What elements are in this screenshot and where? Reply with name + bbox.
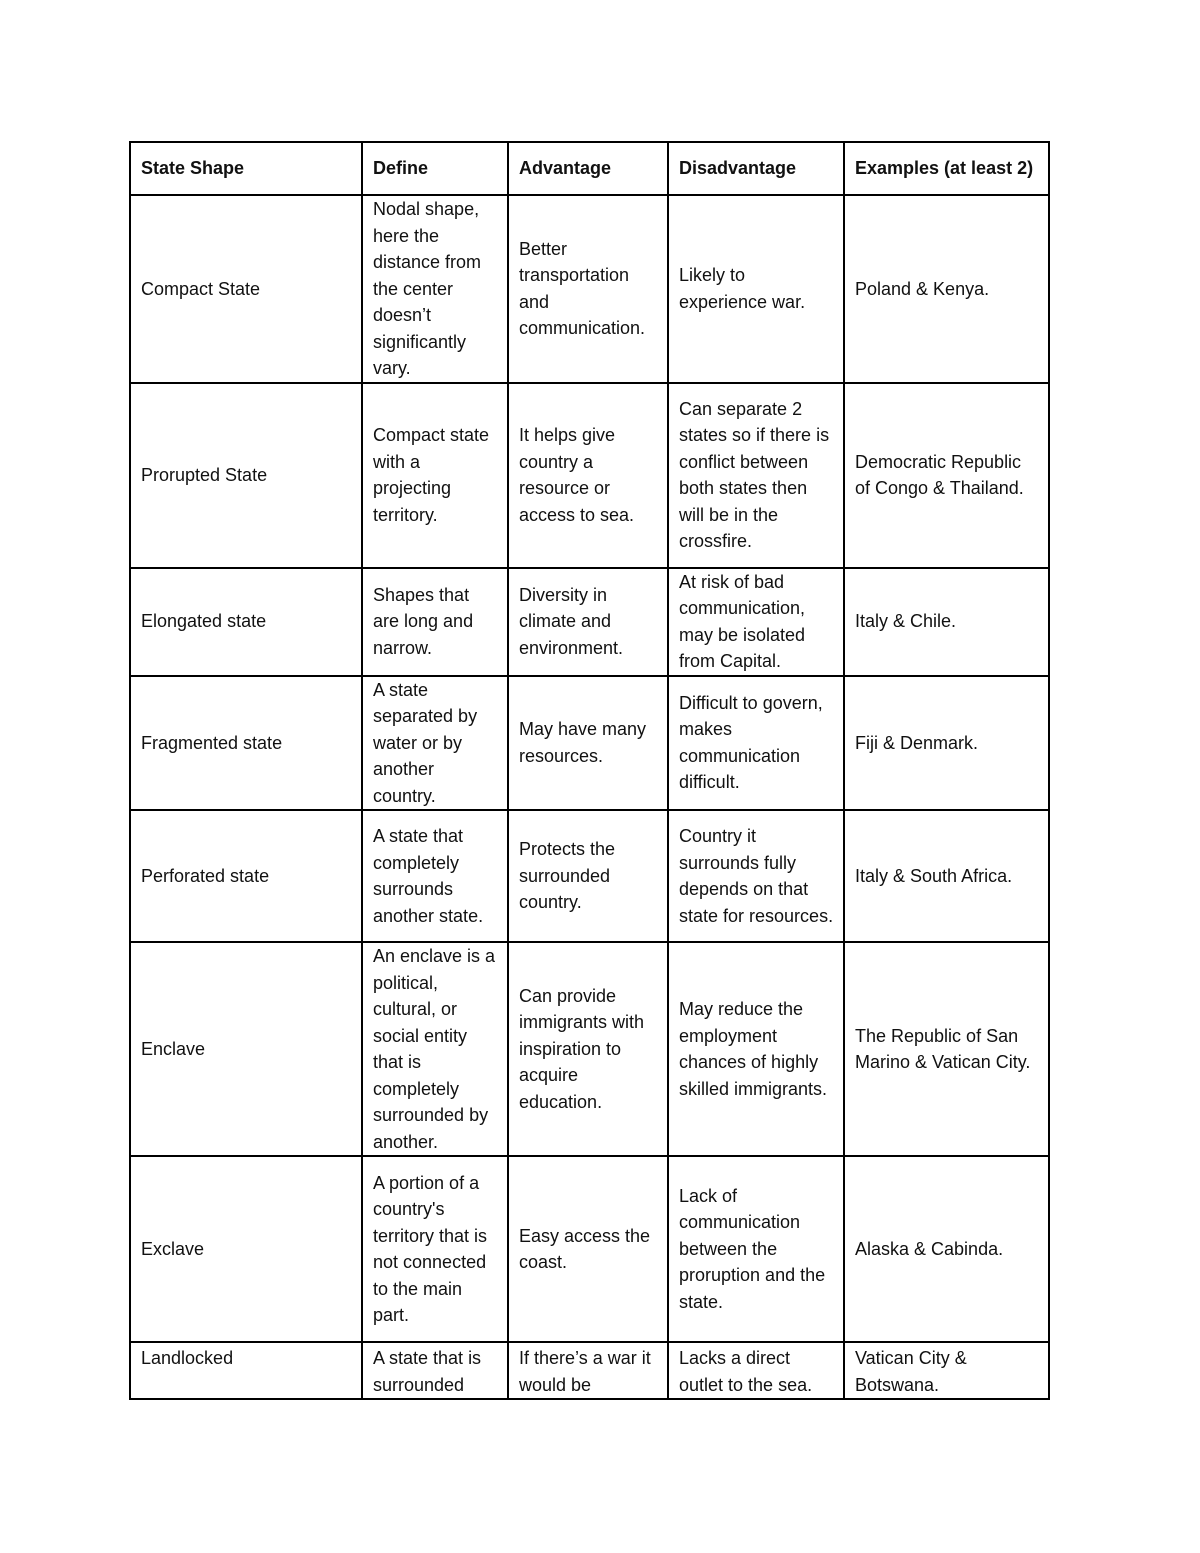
cell-examples: Fiji & Denmark. [844,676,1049,811]
cell-define: Nodal shape, here the distance from the center doesn’t significantly vary. [362,195,508,383]
cell-define: Compact state with a projecting territory. [362,383,508,568]
table-row [130,383,1049,568]
cell-define: A portion of a country's territory that is not connected to the main part. [362,1156,508,1342]
cell-disadvantage: Country it surrounds fully depends on that state for resources. [668,810,844,942]
cell-advantage: Protects the surrounded country. [508,810,668,942]
header-disadvantage: Disadvantage [668,142,844,195]
cell-define: Shapes that are long and narrow. [362,568,508,676]
header-examples: Examples (at least 2) [844,142,1049,195]
cell-shape: Landlocked [130,1342,362,1399]
cell-disadvantage: Difficult to govern, makes communication difficult. [668,676,844,811]
table-row [130,1156,1049,1342]
header-advantage: Advantage [508,142,668,195]
state-shapes-table [129,141,1050,1400]
cell-advantage: Diversity in climate and environment. [508,568,668,676]
table-row [130,1342,1049,1399]
table-row [130,942,1049,1156]
header-state-shape: State Shape [130,142,362,195]
cell-shape: Perforated state [130,810,362,942]
cell-disadvantage: Lacks a direct outlet to the sea. [668,1342,844,1399]
cell-shape: Exclave [130,1156,362,1342]
cell-disadvantage: Lack of communication between the proruption and the state. [668,1156,844,1342]
cell-examples: Alaska & Cabinda. [844,1156,1049,1342]
cell-shape: Compact State [130,195,362,383]
cell-advantage: If there’s a war it would be [508,1342,668,1399]
cell-define: A state that completely surrounds another state. [362,810,508,942]
cell-shape: Prorupted State [130,383,362,568]
cell-examples: The Republic of San Marino & Vatican City. [844,942,1049,1156]
header-row [130,142,1049,195]
table-row [130,810,1049,942]
header-define: Define [362,142,508,195]
cell-advantage: Better transportation and communication. [508,195,668,383]
cell-define: A state that is surrounded [362,1342,508,1399]
cell-disadvantage: Can separate 2 states so if there is conflict between both states then will be in the crossfire. [668,383,844,568]
table-row [130,195,1049,383]
cell-define: A state separated by water or by another country. [362,676,508,811]
cell-shape: Enclave [130,942,362,1156]
table-row [130,568,1049,676]
cell-define: An enclave is a political, cultural, or social entity that is completely surrounded by another. [362,942,508,1156]
cell-advantage: It helps give country a resource or access to sea. [508,383,668,568]
cell-examples: Vatican City & Botswana. [844,1342,1049,1399]
cell-examples: Italy & Chile. [844,568,1049,676]
cell-disadvantage: May reduce the employment chances of highly skilled immigrants. [668,942,844,1156]
cell-shape: Fragmented state [130,676,362,811]
table-row [130,676,1049,811]
cell-examples: Poland & Kenya. [844,195,1049,383]
cell-disadvantage: At risk of bad communication, may be isolated from Capital. [668,568,844,676]
cell-advantage: Easy access the coast. [508,1156,668,1342]
cell-shape: Elongated state [130,568,362,676]
cell-examples: Democratic Republic of Congo & Thailand. [844,383,1049,568]
cell-advantage: May have many resources. [508,676,668,811]
cell-disadvantage: Likely to experience war. [668,195,844,383]
cell-examples: Italy & South Africa. [844,810,1049,942]
cell-advantage: Can provide immigrants with inspiration to acquire education. [508,942,668,1156]
